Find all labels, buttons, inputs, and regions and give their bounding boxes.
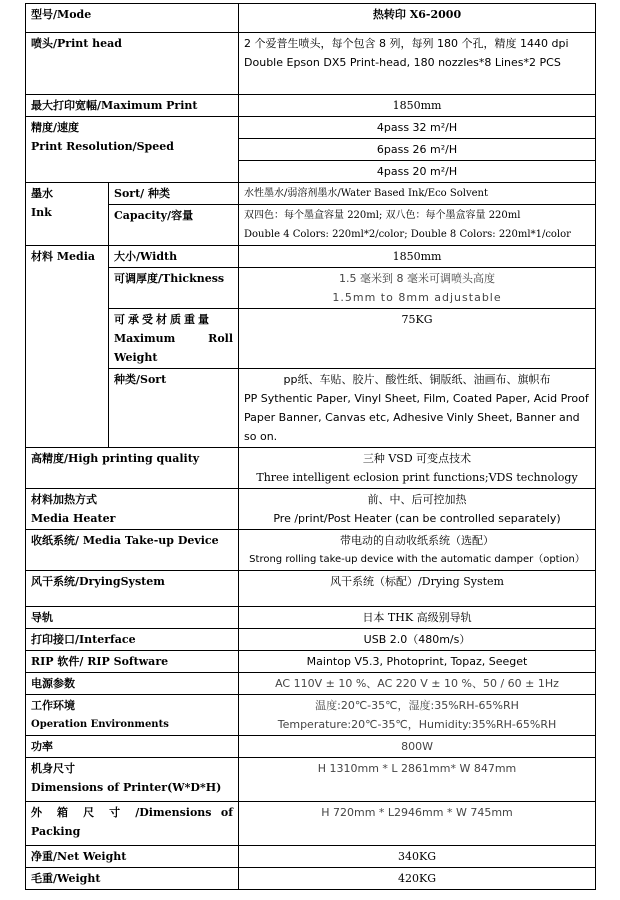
environment-en: Temperature:20℃-35℃，Humidity:35%RH-65%RH — [277, 718, 557, 731]
row-rip — [26, 651, 596, 673]
quality-cn: 三种 VSD 可变点技术 — [362, 452, 472, 465]
media-thickness-label: 可调厚度/Thickness — [109, 268, 239, 309]
row-print-head — [26, 33, 596, 95]
row-wattage — [26, 736, 596, 758]
rail-value: 日本 THK 高级别导轨 — [239, 607, 596, 629]
package-label-en: Packing — [31, 825, 81, 838]
resolution-value-1: 4pass 32 m²/H — [239, 117, 596, 139]
net-weight-label: 净重/Net Weight — [26, 846, 239, 868]
dimensions-label — [26, 758, 239, 802]
heater-cn: 前、中、后可控加热 — [367, 493, 467, 506]
takeup-en: Strong rolling take-up device with the automatic damper（option） — [249, 554, 585, 565]
heater-label — [26, 489, 239, 530]
ink-sort-label: Sort/ 种类 — [109, 183, 239, 205]
package-label — [26, 802, 239, 846]
media-sort-label: 种类/Sort — [109, 369, 239, 448]
media-weight-value: 75KG — [239, 309, 596, 369]
spec-table — [25, 3, 596, 890]
head-line-en: Double Epson DX5 Print-head, 180 nozzles*8 Lines*2 PCS — [244, 56, 561, 69]
row-package — [26, 802, 596, 846]
row-power — [26, 673, 596, 695]
heater-label-cn: 材料加热方式 — [31, 493, 97, 506]
interface-value: USB 2.0（480m/s） — [239, 629, 596, 651]
rip-value: Maintop V5.3, Photoprint, Topaz, Seeget — [239, 651, 596, 673]
power-value: AC 110V ± 10 %、AC 220 V ± 10 %、50 / 60 ± 1Hz — [239, 673, 596, 695]
package-label-cn: 外 箱 尺 寸 /Dimensions of — [31, 806, 234, 819]
resolution-label-cn: 精度/速度 — [31, 121, 80, 134]
thickness-en: 1.5mm to 8mm adjustable — [332, 291, 502, 304]
environment-cn: 温度:20℃-35℃，湿度:35%RH-65%RH — [315, 699, 519, 712]
row-gross-weight — [26, 868, 596, 890]
drying-label: 风干系统/DryingSystem — [26, 571, 239, 607]
rail-label: 导轨 — [26, 607, 239, 629]
package-value: H 720mm * L2946mm * W 745mm — [239, 802, 596, 846]
row-heater — [26, 489, 596, 530]
drying-value: 风干系统（标配）/Drying System — [239, 571, 596, 607]
resolution-label — [26, 117, 239, 183]
dimensions-label-en: Dimensions of Printer(W*D*H) — [31, 781, 222, 794]
media-width-label: 大小/Width — [109, 246, 239, 268]
row-net-weight — [26, 846, 596, 868]
quality-label: 高精度/High printing quality — [26, 448, 239, 489]
heater-en: Pre /print/Post Heater (can be controlled separately) — [273, 512, 561, 525]
media-sort-en: PP Sythentic Paper, Vinyl Sheet, Film, Coated Paper, Acid Proof Paper Banner, Canvas etc, Adhesive Vinly Sheet, Banner and so on. — [244, 392, 589, 443]
ink-capacity-cn: 双四色：每个墨盒容量 220ml; 双八色：每个墨盒容量 220ml — [244, 210, 521, 221]
resolution-label-en: Print Resolution/Speed — [31, 140, 174, 153]
model-label: 型号/Mode — [26, 4, 239, 33]
takeup-value — [239, 530, 596, 571]
media-label: 材料 Media — [26, 246, 109, 448]
thickness-cn: 1.5 毫米到 8 毫米可调喷头高度 — [339, 272, 495, 285]
heater-value — [239, 489, 596, 530]
net-weight-value: 340KG — [239, 846, 596, 868]
model-value: 热转印 X6-2000 — [239, 4, 596, 33]
row-media-sort — [26, 369, 596, 448]
media-sort-cn: pp纸、车贴、胶片、酸性纸、铜版纸、油画布、旗帜布 — [283, 373, 551, 386]
wattage-value: 800W — [239, 736, 596, 758]
ink-capacity-label: Capacity/容量 — [109, 205, 239, 246]
environment-label — [26, 695, 239, 736]
row-resolution-1 — [26, 117, 596, 139]
media-thickness-value — [239, 268, 596, 309]
heater-label-en: Media Heater — [31, 512, 116, 525]
row-ink-sort — [26, 183, 596, 205]
row-rail — [26, 607, 596, 629]
row-media-width — [26, 246, 596, 268]
media-sort-value — [239, 369, 596, 448]
head-value — [239, 33, 596, 95]
dimensions-label-cn: 机身尺寸 — [31, 762, 75, 775]
takeup-cn: 带电动的自动收纸系统（选配） — [340, 534, 495, 547]
interface-label: 打印接口/Interface — [26, 629, 239, 651]
quality-value — [239, 448, 596, 489]
ink-capacity-en: Double 4 Colors: 220ml*2/color; Double 8 Colors: 220ml*1/color — [244, 229, 571, 240]
media-width-value: 1850mm — [239, 246, 596, 268]
environment-value — [239, 695, 596, 736]
max-width-value: 1850mm — [239, 95, 596, 117]
ink-label-en: Ink — [31, 206, 52, 219]
row-interface — [26, 629, 596, 651]
row-drying — [26, 571, 596, 607]
media-weight-label — [109, 309, 239, 369]
row-media-thickness — [26, 268, 596, 309]
wattage-label: 功率 — [26, 736, 239, 758]
power-label: 电源参数 — [26, 673, 239, 695]
row-media-weight — [26, 309, 596, 369]
environment-label-cn: 工作环境 — [31, 699, 75, 712]
dimensions-value: H 1310mm * L 2861mm* W 847mm — [239, 758, 596, 802]
row-environment — [26, 695, 596, 736]
max-width-label: 最大打印宽幅/Maximum Print — [26, 95, 239, 117]
ink-label-cn: 墨水 — [31, 187, 53, 200]
resolution-value-2: 6pass 26 m²/H — [239, 139, 596, 161]
weight-label-en: Maximum Roll — [114, 332, 234, 345]
ink-label — [26, 183, 109, 246]
weight-label-cn: 可承受材质重量 — [114, 313, 212, 326]
row-model — [26, 4, 596, 33]
quality-en: Three intelligent eclosion print functions;VDS technology — [256, 471, 578, 484]
row-dimensions — [26, 758, 596, 802]
ink-sort-value: 水性墨水/弱溶剂墨水/Water Based Ink/Eco Solvent — [239, 183, 596, 205]
environment-label-en: Operation Environments — [31, 719, 169, 730]
ink-capacity-value — [239, 205, 596, 246]
weight-label-en-2: Weight — [114, 351, 158, 364]
row-ink-capacity — [26, 205, 596, 246]
head-label: 喷头/Print head — [26, 33, 239, 95]
row-takeup — [26, 530, 596, 571]
row-quality — [26, 448, 596, 489]
rip-label: RIP 软件/ RIP Software — [26, 651, 239, 673]
takeup-label: 收纸系统/ Media Take-up Device — [26, 530, 239, 571]
gross-weight-label: 毛重/Weight — [26, 868, 239, 890]
row-max-width — [26, 95, 596, 117]
gross-weight-value: 420KG — [239, 868, 596, 890]
head-line-cn: 2 个爱普生喷头，每个包含 8 列，每列 180 个孔，精度 1440 dpi — [244, 37, 569, 50]
resolution-value-3: 4pass 20 m²/H — [239, 161, 596, 183]
